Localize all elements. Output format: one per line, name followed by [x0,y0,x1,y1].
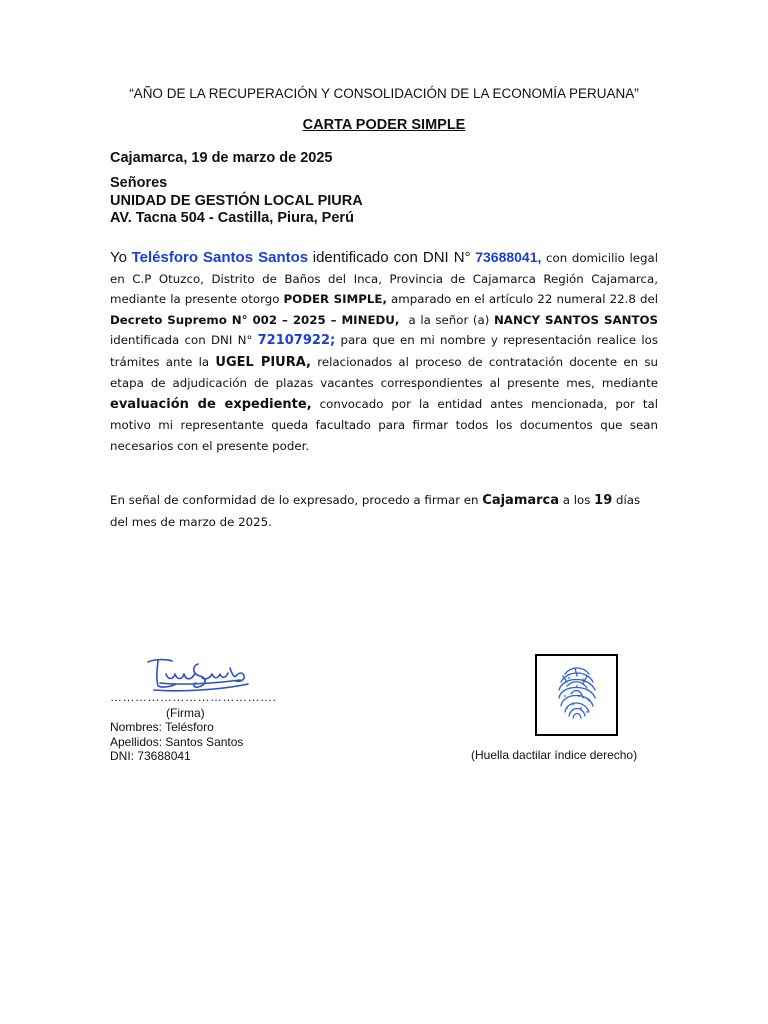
fingerprint-icon [537,656,616,734]
conformity-text-3: días del mes de marzo de 2025. [110,493,641,529]
body-text-1: con domicilio legal en C.P Otuzco, Distrito de Baños del Inca, Provincia de Cajamarca Región Cajamarca, mediante la presente otorgo [110,251,658,306]
signer-nombres: Nombres: Telésforo [110,720,214,734]
conformity-paragraph [110,490,658,533]
body-yo: Yo [110,249,127,266]
decreto-ref: Decreto Supremo N° 002 – 2025 – MINEDU, [110,312,400,327]
signer-details [110,720,243,764]
body-text-4: identificada con DNI N° [110,333,253,347]
evaluacion-expediente: evaluación de expediente, [110,396,312,412]
body-identificado: identificado con DNI N° [312,249,471,266]
fingerprint-caption: (Huella dactilar índice derecho) [471,748,638,762]
grantor-name: Telésforo Santos Santos [131,249,309,266]
conformity-day: 19 [594,493,613,508]
document-title: CARTA PODER SIMPLE [302,117,466,133]
handwritten-signature [140,654,255,694]
letter-body [110,247,658,456]
conformity-text-1: En señal de conformidad de lo expresado, procedo a firmar en [110,493,479,507]
date-line: Cajamarca, 19 de marzo de 2025 [110,150,333,166]
signature-label: (Firma) [166,706,205,720]
representative-name: NANCY SANTOS SANTOS [493,312,659,327]
signer-dni: DNI: 73688041 [110,749,191,763]
recipient-address: AV. Tacna 504 - Castilla, Piura, Perú [110,210,354,226]
signature-line: …………………………………. [110,690,277,704]
fingerprint-box [535,654,618,736]
conformity-city: Cajamarca [482,493,560,508]
recipient-salutation: Señores [110,175,168,191]
body-text-6: relacionados al proceso de contratación docente en su etapa de adjudicación de plazas vacantes correspondientes al presente mes, mediante [110,354,659,390]
body-text-7: convocado por la entidad antes mencionada, por tal motivo mi representante queda facultado para firmar todos los documentos que sean necesarios con el presente poder. [110,396,658,453]
conformity-text-2: a los [562,493,591,507]
signer-apellidos: Apellidos: Santos Santos [110,734,244,749]
body-text-5: para que en mi nombre y representación realice los trámites ante la [110,333,658,369]
recipient-block [110,175,363,228]
recipient-institution: UNIDAD DE GESTIÓN LOCAL PIURA [110,192,363,209]
body-text-3: a la señor (a) [408,312,490,327]
document-motto: “AÑO DE LA RECUPERACIÓN Y CONSOLIDACIÓN DE LA ECONOMÍA PERUANA” [129,86,639,101]
poder-simple: PODER SIMPLE, [283,292,387,306]
ugel-name: UGEL PIURA, [215,354,311,370]
body-text-2: amparado en el artículo 22 numeral 22.8 del [391,292,659,306]
grantor-dni: 73688041, [475,249,542,265]
representative-dni: 72107922; [257,333,336,348]
